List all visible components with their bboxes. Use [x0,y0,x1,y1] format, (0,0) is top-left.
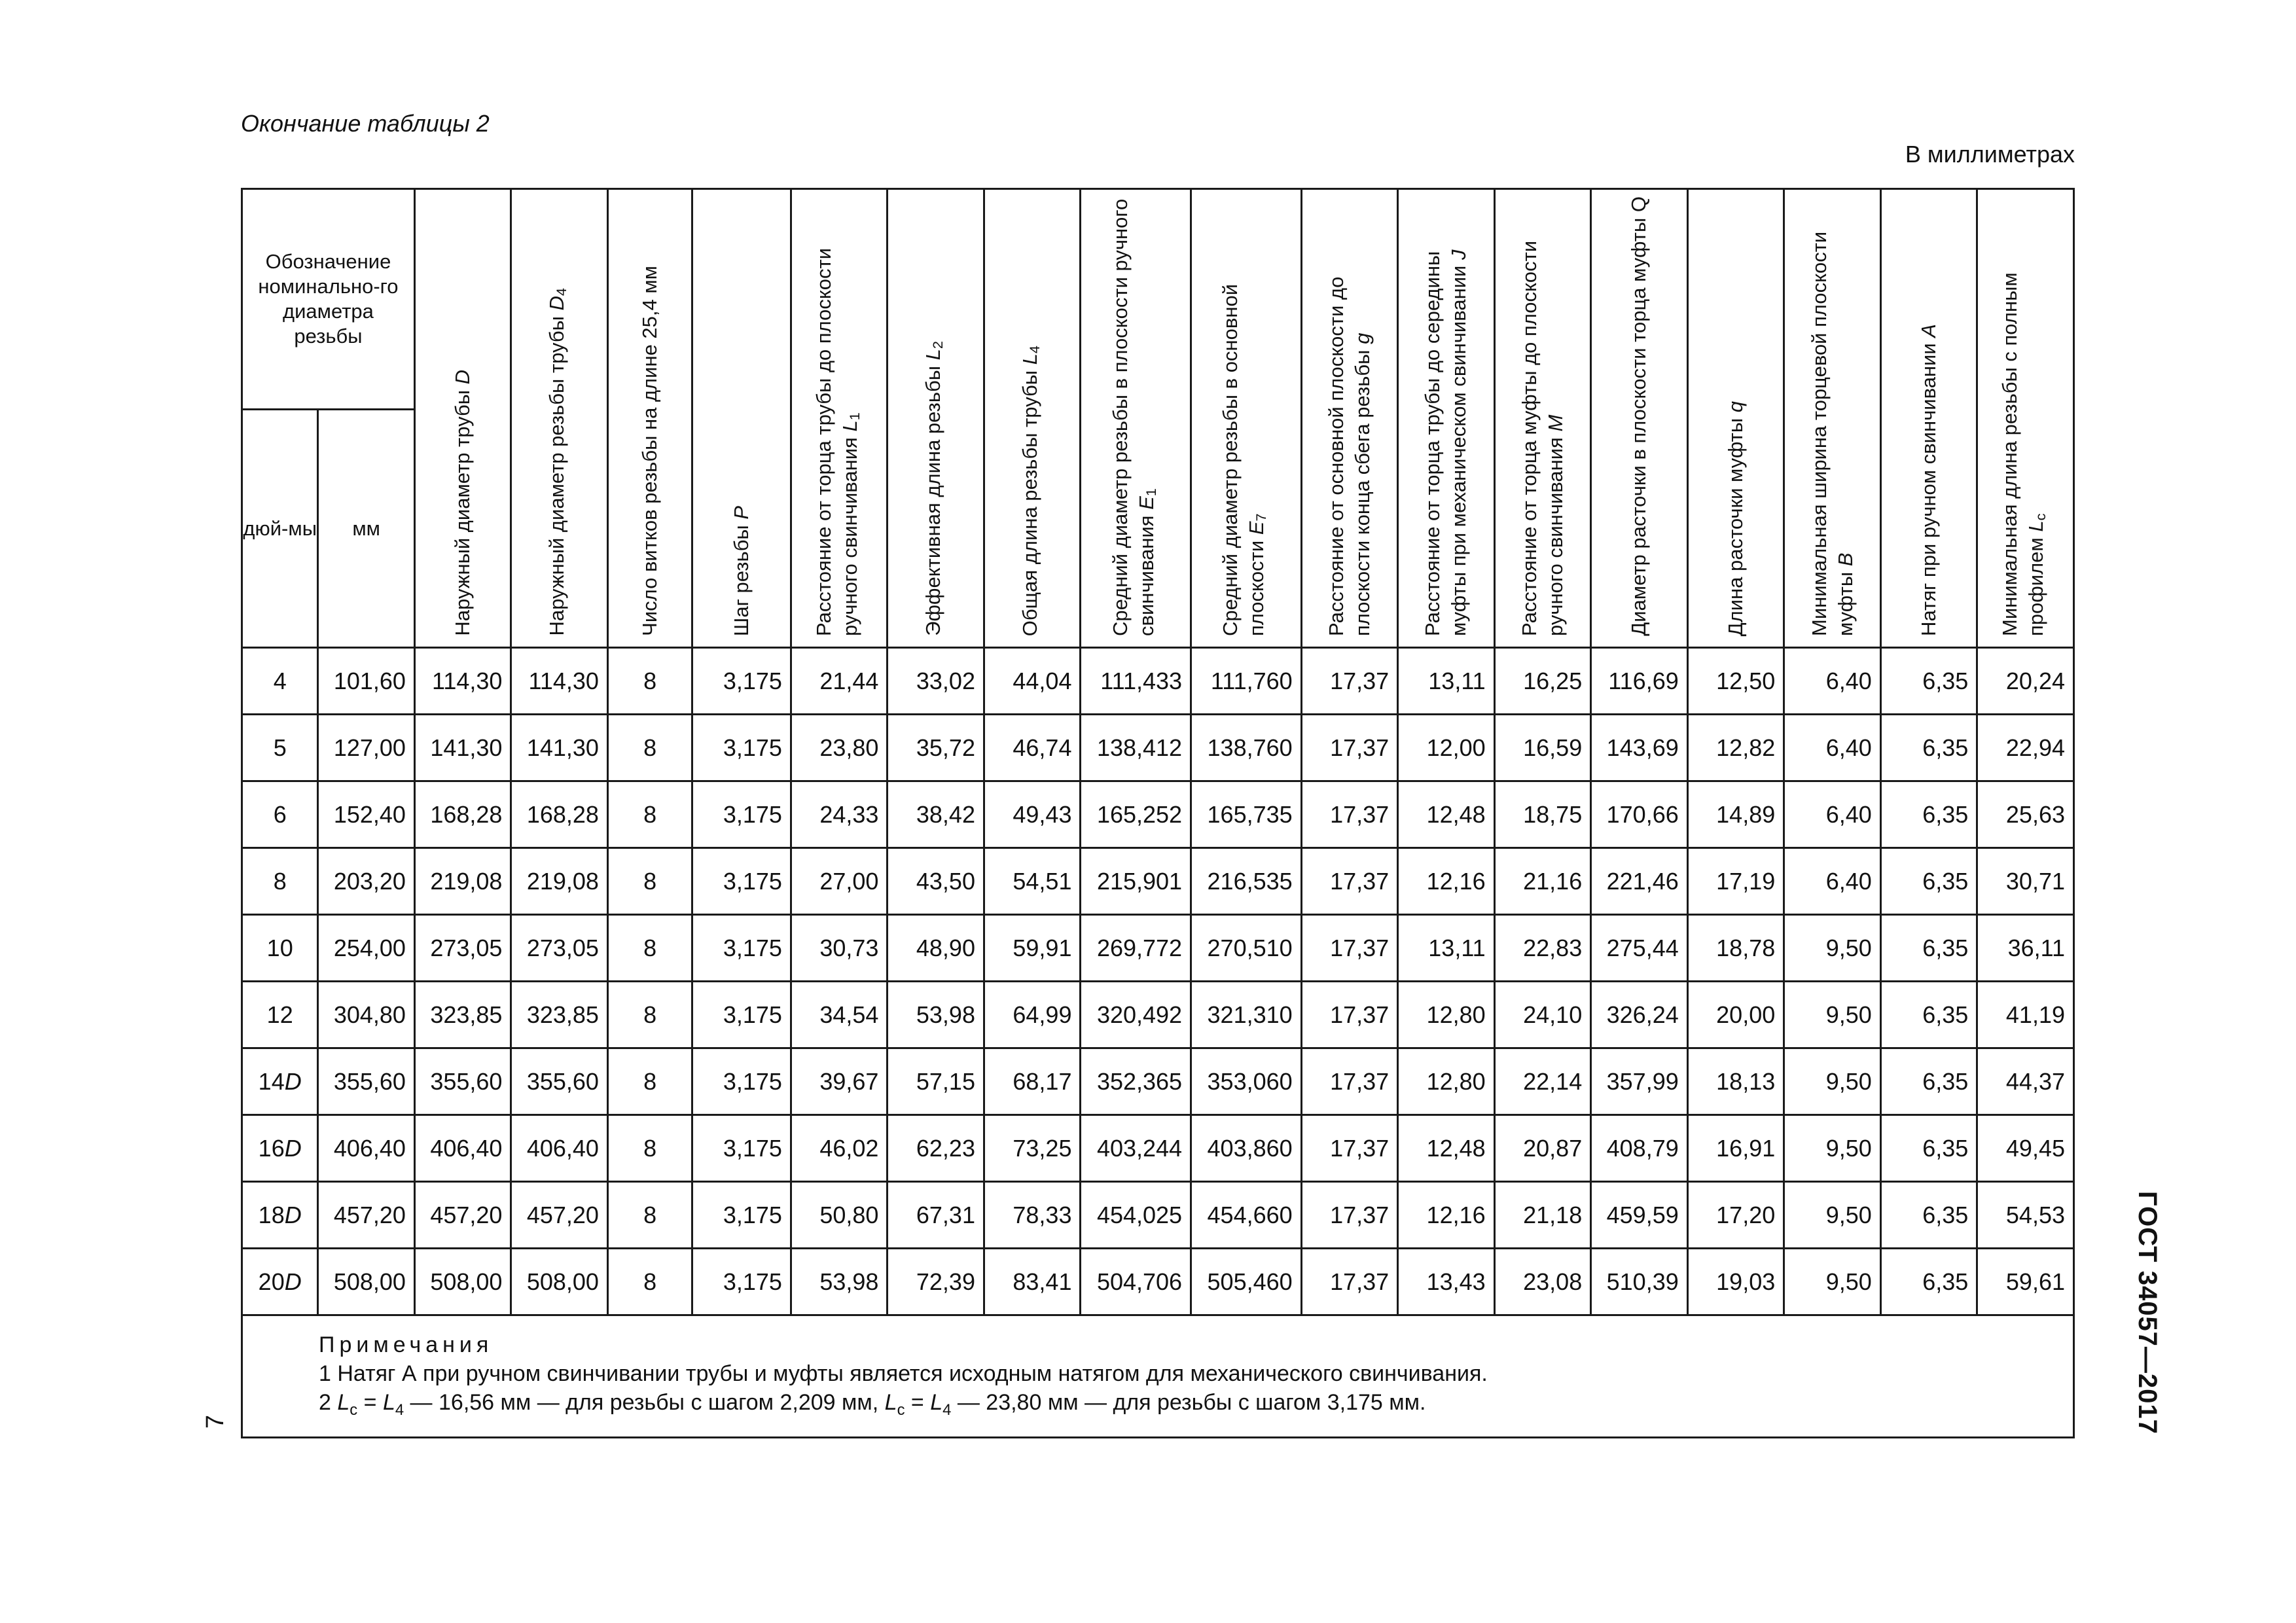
table-cell: 44,04 [984,648,1081,715]
table-cell: 457,20 [414,1182,511,1249]
table-cell: 57,15 [888,1048,984,1115]
table-cell: 12,00 [1398,715,1495,781]
table-cell: 23,08 [1494,1249,1591,1315]
table-cell: 3,175 [692,915,791,982]
table-cell: 59,61 [1977,1249,2074,1315]
table-cell: 408,79 [1591,1115,1688,1182]
table-cell: 270,510 [1191,915,1302,982]
table-cell: 8 [607,915,692,982]
col-header-q-diameter: Диаметр расточки в плоскости торца муфты Q [1591,189,1688,648]
table-cell: 17,37 [1301,715,1398,781]
table-cell: 27,00 [791,848,888,915]
table-cell: 221,46 [1591,848,1688,915]
col-header-l4: Общая длина резьбы трубы $L_4$ [984,189,1081,648]
table-cell: 49,43 [984,781,1081,848]
table-cell: 8 [607,648,692,715]
table-cell: 6,35 [1880,982,1977,1048]
table-cell: 53,98 [791,1249,888,1315]
table-cell: 8 [607,1048,692,1115]
table-cell: 17,37 [1301,848,1398,915]
table-cell: 111,760 [1191,648,1302,715]
table-cell: 3,175 [692,781,791,848]
table-cell: 8 [607,982,692,1048]
table-cell: 114,30 [414,648,511,715]
table-cell: 67,31 [888,1182,984,1249]
table-cell: 504,706 [1081,1249,1191,1315]
table-cell: 36,11 [1977,915,2074,982]
cell-inches: 16D [242,1115,318,1182]
table-cell: 454,660 [1191,1182,1302,1249]
table-cell: 353,060 [1191,1048,1302,1115]
col-header-outer-diameter: Наружный диаметр трубы D [414,189,511,648]
table-caption: Окончание таблицы 2 [241,110,490,137]
table-cell: 14,89 [1687,781,1784,848]
table-cell: 35,72 [888,715,984,781]
table-cell: 17,37 [1301,1182,1398,1249]
table-cell: 355,60 [511,1048,608,1115]
table-cell: 19,03 [1687,1249,1784,1315]
table-cell: 17,19 [1687,848,1784,915]
table-cell: 72,39 [888,1249,984,1315]
table-cell: 22,94 [1977,715,2074,781]
notes-title: Примечания [319,1332,493,1357]
table-cell: 403,244 [1081,1115,1191,1182]
table-cell: 6,35 [1880,1182,1977,1249]
table-row [242,848,2074,915]
table-row [242,1182,2074,1249]
table-cell: 116,69 [1591,648,1688,715]
table-cell: 16,91 [1687,1115,1784,1182]
table-cell: 114,30 [511,648,608,715]
table-cell: 21,16 [1494,848,1591,915]
cell-inches: 20D [242,1249,318,1315]
col-header-g: Расстояние от основной плоскости до плоскости конца сбега резьбы g [1301,189,1398,648]
table-cell: 304,80 [318,982,415,1048]
table-cell: 168,28 [414,781,511,848]
cell-inches: 8 [242,848,318,915]
table-cell: 508,00 [414,1249,511,1315]
table-cell: 505,460 [1191,1249,1302,1315]
col-header-thread-outer-diameter: Наружный диаметр резьбы трубы $D_4$ [511,189,608,648]
table-cell: 3,175 [692,982,791,1048]
table-cell: 269,772 [1081,915,1191,982]
col-header-l2: Эффективная длина резьбы $L_2$ [888,189,984,648]
col-header-lc: Минимальная длина резьбы с полным профилем $L_c$ [1977,189,2074,648]
thread-parameters-table [241,188,2075,1438]
table-cell: 41,19 [1977,982,2074,1048]
table-cell: 168,28 [511,781,608,848]
table-cell: 457,20 [511,1182,608,1249]
table-cell: 13,11 [1398,648,1495,715]
table-cell: 6,40 [1784,848,1881,915]
table-cell: 323,85 [414,982,511,1048]
table-cell: 17,20 [1687,1182,1784,1249]
document-code: ГОСТ 34057—2017 [2133,1191,2162,1435]
table-cell: 3,175 [692,1182,791,1249]
table-cell: 219,08 [414,848,511,915]
cell-inches: 14D [242,1048,318,1115]
table-cell: 12,50 [1687,648,1784,715]
col-header-q-length: Длина расточки муфты q [1687,189,1784,648]
table-cell: 54,53 [1977,1182,2074,1249]
table-cell: 62,23 [888,1115,984,1182]
table-cell: 17,37 [1301,781,1398,848]
table-cell: 12,82 [1687,715,1784,781]
table-cell: 275,44 [1591,915,1688,982]
table-cell: 12,48 [1398,1115,1495,1182]
table-cell: 321,310 [1191,982,1302,1048]
table-cell: 25,63 [1977,781,2074,848]
table-cell: 454,025 [1081,1182,1191,1249]
table-notes [242,1315,2074,1438]
table-cell: 9,50 [1784,982,1881,1048]
table-cell: 9,50 [1784,1048,1881,1115]
cell-inches: 12 [242,982,318,1048]
col-header-pitch: Шаг резьбы P [692,189,791,648]
table-cell: 34,54 [791,982,888,1048]
table-cell: 39,67 [791,1048,888,1115]
table-row [242,1115,2074,1182]
table-row [242,715,2074,781]
table-cell: 46,74 [984,715,1081,781]
table-cell: 16,25 [1494,648,1591,715]
table-cell: 21,44 [791,648,888,715]
table-cell: 138,412 [1081,715,1191,781]
table-cell: 73,25 [984,1115,1081,1182]
table-cell: 165,735 [1191,781,1302,848]
table-cell: 12,80 [1398,1048,1495,1115]
table-cell: 3,175 [692,848,791,915]
table-cell: 59,91 [984,915,1081,982]
table-cell: 54,51 [984,848,1081,915]
table-cell: 141,30 [511,715,608,781]
sub-header-mm: мм [318,410,415,648]
table-cell: 6,40 [1784,715,1881,781]
table-cell: 406,40 [511,1115,608,1182]
cell-inches: 10 [242,915,318,982]
nominal-diameter-header-text: Обозначение номинально-го диаметра резьбы [258,250,399,348]
table-cell: 17,37 [1301,982,1398,1048]
table-cell: 403,860 [1191,1115,1302,1182]
table-cell: 6,35 [1880,1115,1977,1182]
table-cell: 6,35 [1880,648,1977,715]
col-header-a: Натяг при ручном свинчивании A [1880,189,1977,648]
table-cell: 20,87 [1494,1115,1591,1182]
cell-inches: 5 [242,715,318,781]
table-cell: 101,60 [318,648,415,715]
table-row [242,648,2074,715]
table-cell: 13,43 [1398,1249,1495,1315]
table-cell: 320,492 [1081,982,1191,1048]
table-cell: 16,59 [1494,715,1591,781]
table-cell: 6,35 [1880,1249,1977,1315]
table-cell: 17,37 [1301,1249,1398,1315]
table-cell: 21,18 [1494,1182,1591,1249]
table-cell: 254,00 [318,915,415,982]
table-cell: 510,39 [1591,1249,1688,1315]
table-cell: 355,60 [318,1048,415,1115]
table-cell: 8 [607,715,692,781]
sub-header-inches: дюй-мы [242,410,318,648]
table-cell: 20,24 [1977,648,2074,715]
table-cell: 8 [607,1182,692,1249]
table-cell: 46,02 [791,1115,888,1182]
table-cell: 457,20 [318,1182,415,1249]
table-cell: 22,14 [1494,1048,1591,1115]
table-cell: 152,40 [318,781,415,848]
cell-inches: 18D [242,1182,318,1249]
table-cell: 48,90 [888,915,984,982]
table-cell: 138,760 [1191,715,1302,781]
table-cell: 23,80 [791,715,888,781]
table-cell: 459,59 [1591,1182,1688,1249]
col-header-threads-per-inch: Число витков резьбы на длине 25,4 мм [607,189,692,648]
table-cell: 8 [607,781,692,848]
table-cell: 18,78 [1687,915,1784,982]
table-cell: 170,66 [1591,781,1688,848]
col-header-j: Расстояние от торца трубы до середины муфты при механическом свинчивании J [1398,189,1495,648]
table-cell: 143,69 [1591,715,1688,781]
table-cell: 323,85 [511,982,608,1048]
table-cell: 215,901 [1081,848,1191,915]
table-cell: 83,41 [984,1249,1081,1315]
table-cell: 53,98 [888,982,984,1048]
table-cell: 17,37 [1301,648,1398,715]
table-cell: 9,50 [1784,1249,1881,1315]
table-cell: 3,175 [692,1115,791,1182]
table-cell: 406,40 [414,1115,511,1182]
table-cell: 165,252 [1081,781,1191,848]
table-cell: 49,45 [1977,1115,2074,1182]
table-row [242,781,2074,848]
table-cell: 326,24 [1591,982,1688,1048]
table-cell: 6,35 [1880,781,1977,848]
col-header-e1: Средний диаметр резьбы в плоскости ручного свинчивания $E_1$ [1081,189,1191,648]
table-cell: 17,37 [1301,1048,1398,1115]
table-cell: 3,175 [692,1249,791,1315]
table-cell: 68,17 [984,1048,1081,1115]
table-cell: 78,33 [984,1182,1081,1249]
table-cell: 508,00 [511,1249,608,1315]
table-cell: 12,16 [1398,848,1495,915]
nominal-diameter-header [242,189,415,410]
table-cell: 6,40 [1784,648,1881,715]
table-cell: 8 [607,1249,692,1315]
note-1: 1 Натяг А при ручном свинчивании трубы и муфты является исходным натягом для механического свинчивания. [319,1361,1488,1386]
table-cell: 18,13 [1687,1048,1784,1115]
table-cell: 355,60 [414,1048,511,1115]
table-cell: 12,48 [1398,781,1495,848]
table-row [242,1048,2074,1115]
table-cell: 6,35 [1880,915,1977,982]
table-cell: 30,71 [1977,848,2074,915]
table-cell: 64,99 [984,982,1081,1048]
table-cell: 12,80 [1398,982,1495,1048]
table-row [242,915,2074,982]
table-cell: 33,02 [888,648,984,715]
table-cell: 9,50 [1784,1182,1881,1249]
table-cell: 219,08 [511,848,608,915]
table-cell: 111,433 [1081,648,1191,715]
table-cell: 17,37 [1301,915,1398,982]
col-header-l1: Расстояние от торца трубы до плоскости ручного свинчивания $L_1$ [791,189,888,648]
table-cell: 38,42 [888,781,984,848]
table-cell: 6,40 [1784,781,1881,848]
table-cell: 43,50 [888,848,984,915]
table-cell: 357,99 [1591,1048,1688,1115]
table-cell: 50,80 [791,1182,888,1249]
table-cell: 3,175 [692,648,791,715]
table-cell: 406,40 [318,1115,415,1182]
col-header-e7: Средний диаметр резьбы в основной плоскости $E_7$ [1191,189,1302,648]
table-cell: 6,35 [1880,715,1977,781]
table-cell: 273,05 [414,915,511,982]
table-cell: 24,33 [791,781,888,848]
table-cell: 17,37 [1301,1115,1398,1182]
table-cell: 3,175 [692,715,791,781]
table-cell: 273,05 [511,915,608,982]
page-number: 7 [202,1415,229,1429]
table-cell: 30,73 [791,915,888,982]
table-cell: 44,37 [1977,1048,2074,1115]
table-cell: 203,20 [318,848,415,915]
table-cell: 22,83 [1494,915,1591,982]
table-cell: 508,00 [318,1249,415,1315]
col-header-b: Минимальная ширина торцевой плоскости муфты B [1784,189,1881,648]
table-cell: 6,35 [1880,1048,1977,1115]
table-cell: 8 [607,1115,692,1182]
table-cell: 20,00 [1687,982,1784,1048]
table-cell: 13,11 [1398,915,1495,982]
table-cell: 18,75 [1494,781,1591,848]
table-cell: 3,175 [692,1048,791,1115]
table-cell: 352,365 [1081,1048,1191,1115]
table-cell: 141,30 [414,715,511,781]
table-cell: 127,00 [318,715,415,781]
table-row [242,1249,2074,1315]
units-label: В миллиметрах [1905,141,2075,168]
table-cell: 6,35 [1880,848,1977,915]
table-cell: 9,50 [1784,1115,1881,1182]
table-cell: 216,535 [1191,848,1302,915]
col-header-m: Расстояние от торца муфты до плоскости ручного свинчивания M [1494,189,1591,648]
note-2: 2 $L_c = L_4$ — 16,56 мм — для резьбы с шагом 2,209 мм, $L_c = L_4$ — 23,80 мм — для резьбы с шагом 3,175 мм. [319,1390,1426,1419]
table-cell: 8 [607,848,692,915]
table-row [242,982,2074,1048]
table-cell: 12,16 [1398,1182,1495,1249]
table-cell: 9,50 [1784,915,1881,982]
table-cell: 24,10 [1494,982,1591,1048]
cell-inches: 4 [242,648,318,715]
cell-inches: 6 [242,781,318,848]
